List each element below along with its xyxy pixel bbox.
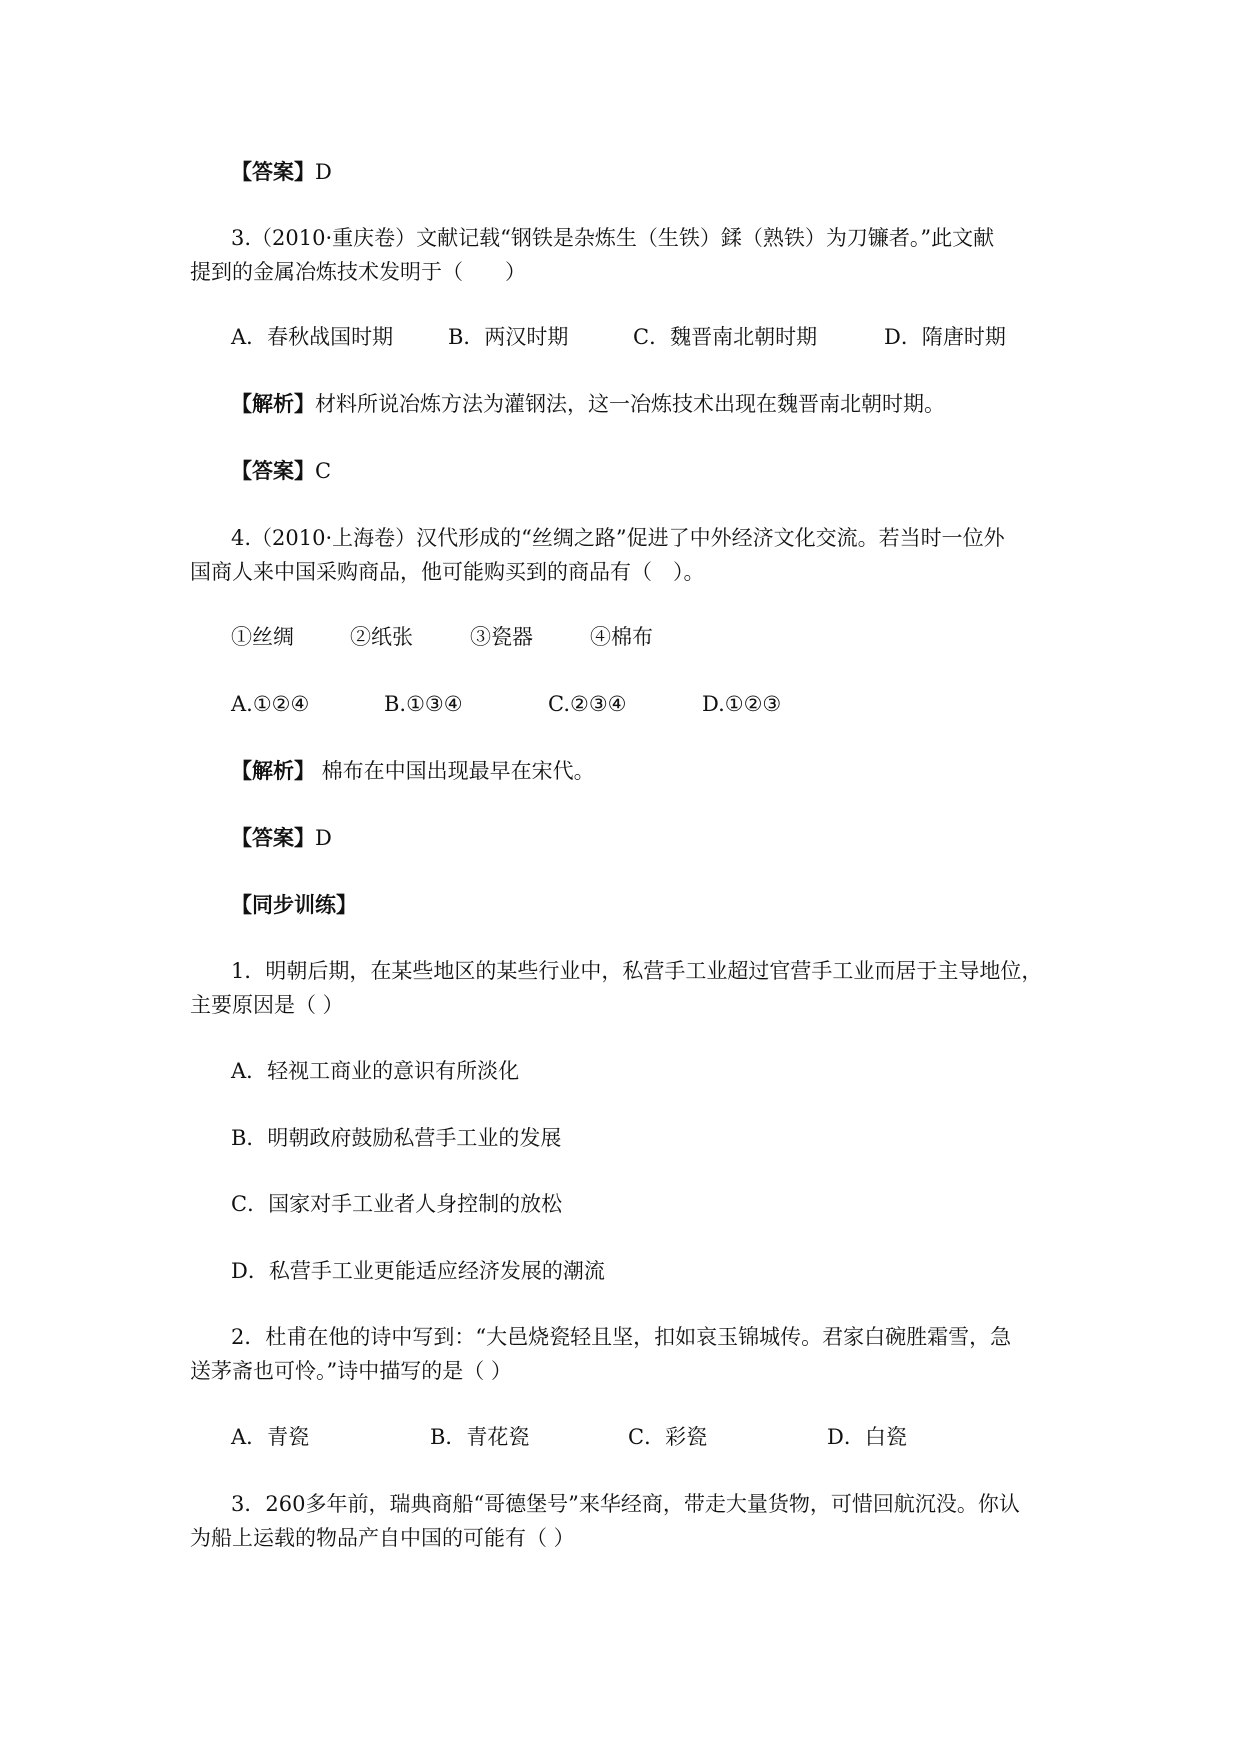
item-1: ①丝绸 — [231, 625, 294, 649]
training-q1-option-c: C．国家对手工业者人身控制的放松 — [231, 1192, 563, 1216]
answer-line — [231, 157, 332, 187]
option-c: C．彩瓷 — [628, 1425, 708, 1449]
option-d: D.①②③ — [702, 692, 782, 716]
question-4-text-cont: 国商人来中国采购商品，他可能购买到的商品有（ ）。 — [190, 560, 705, 584]
item-4: ④棉布 — [590, 625, 653, 649]
option-d: D．隋唐时期 — [884, 325, 1006, 349]
answer-line — [231, 456, 331, 486]
training-question-3-text-cont: 为船上运载的物品产自中国的可能有（ ） — [190, 1526, 575, 1550]
option-a: A．青瓷 — [231, 1425, 310, 1449]
option-b: B.①③④ — [384, 692, 463, 716]
option-b: B．青花瓷 — [430, 1425, 530, 1449]
training-question-3-text: 3．260多年前，瑞典商船“哥德堡号”来华经商，带走大量货物，可惜回航沉没。你认 — [231, 1492, 1020, 1516]
answer-value: D — [315, 160, 332, 184]
analysis-text: 棉布在中国出现最早在宋代。 — [315, 759, 595, 783]
option-c: C．魏晋南北朝时期 — [633, 325, 818, 349]
answer-value: D — [315, 826, 332, 850]
training-q1-option-a: A．轻视工商业的意识有所淡化 — [231, 1059, 520, 1083]
question-4-text: 4.（2010·上海卷）汉代形成的“丝绸之路”促进了中外经济文化交流。若当时一位外 — [231, 526, 1005, 550]
question-3-text: 3.（2010·重庆卷）文献记载“钢铁是杂炼生（生铁）鍒（熟铁）为刀镰者。”此文献 — [231, 226, 995, 250]
training-question-2-text: 2．杜甫在他的诗中写到：“大邑烧瓷轻且坚，扣如哀玉锦城传。君家白碗胜霜雪，急 — [231, 1325, 1012, 1349]
answer-label: 【答案】 — [231, 825, 315, 850]
training-q1-option-b: B．明朝政府鼓励私营手工业的发展 — [231, 1126, 562, 1150]
analysis-label: 【解析】 — [231, 758, 315, 783]
option-c: C.②③④ — [548, 692, 627, 716]
answer-label: 【答案】 — [231, 458, 315, 483]
analysis-label: 【解析】 — [231, 391, 315, 416]
answer-line — [231, 823, 332, 853]
option-b: B．两汉时期 — [448, 325, 569, 349]
training-question-1-text-cont: 主要原因是（ ） — [190, 993, 344, 1017]
item-3: ③瓷器 — [470, 625, 533, 649]
training-question-1-text: 1．明朝后期，在某些地区的某些行业中，私营手工业超过官营手工业而居于主导地位， — [231, 959, 1043, 983]
option-d: D．白瓷 — [827, 1425, 907, 1449]
training-question-2-text-cont: 送茅斋也可怜。”诗中描写的是（ ） — [190, 1359, 512, 1383]
section-heading: 【同步训练】 — [231, 892, 357, 917]
answer-value: C — [315, 459, 332, 483]
answer-label: 【答案】 — [231, 159, 315, 184]
analysis-line — [231, 756, 595, 786]
question-3-text-cont: 提到的金属冶炼技术发明于（ ） — [190, 260, 526, 284]
option-a: A．春秋战国时期 — [231, 325, 394, 349]
analysis-line — [231, 389, 945, 419]
training-q1-option-d: D．私营手工业更能适应经济发展的潮流 — [231, 1259, 605, 1283]
item-2: ②纸张 — [350, 625, 413, 649]
option-a: A.①②④ — [231, 692, 310, 716]
analysis-text: 材料所说冶炼方法为灌钢法，这一冶炼技术出现在魏晋南北朝时期。 — [315, 392, 945, 416]
